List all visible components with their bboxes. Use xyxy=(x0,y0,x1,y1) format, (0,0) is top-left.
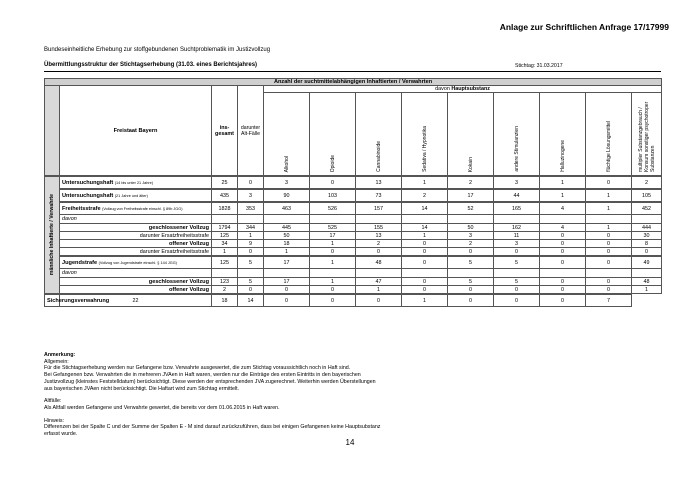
table-cell-value: 0 xyxy=(586,257,632,269)
col-loesungsmittel-label: flüchtige Lösungsmittel xyxy=(605,121,612,172)
notes-hinweis: Differenzen bei der Spalte C und der Summe der Spalten E - M sind darauf zurückzuführen, dass bei einigen Gefangenen keine Hauptsubstanz erfasst wurde. xyxy=(44,424,381,438)
table-cell-value: 0 xyxy=(238,286,264,294)
table-cell-value: 0 xyxy=(310,177,356,189)
table-cell-value: 14 xyxy=(238,295,264,307)
col-opioide-label: Opioide xyxy=(329,154,336,172)
table-cell xyxy=(60,257,212,269)
notes-altfall: Als Altfall werden Gefangene und Verwahrte gewertet, die bereits vor dem 01.06.2015 in Haft waren. xyxy=(44,404,280,411)
table-cell-value: 52 xyxy=(448,203,494,215)
table-row xyxy=(45,232,662,240)
table-cell-value: 1 xyxy=(212,248,238,256)
row-note: (21 Jahre und älter) xyxy=(114,193,148,198)
col-kokain-label: Kokain xyxy=(467,156,474,172)
notes-allgemein-title: Allgemein: xyxy=(44,358,69,365)
col-multipler xyxy=(632,93,662,176)
row-note: (14 bis unter 21 Jahre) xyxy=(114,180,153,185)
notes-section xyxy=(44,352,384,438)
table-cell-value: 0 xyxy=(264,286,310,294)
table-row xyxy=(45,257,662,269)
table-cell-value: 0 xyxy=(540,257,586,269)
table-row xyxy=(45,278,662,286)
table-cell-value: 0 xyxy=(238,177,264,189)
table-cell-value: 0 xyxy=(494,286,540,294)
table-cell-value: 18 xyxy=(212,295,238,307)
row-label: geschlossener Vollzug xyxy=(148,278,209,285)
hauptsubstanz-header xyxy=(264,86,662,93)
table-cell-value: 1 xyxy=(238,232,264,240)
table-cell-value: 0 xyxy=(586,240,632,248)
row-label: Freiheitsstrafe xyxy=(62,205,101,212)
table-cell xyxy=(60,240,212,248)
table-cell-value: 105 xyxy=(632,190,662,202)
col-cannabinoide-label: Cannabinoide xyxy=(375,141,382,172)
table-cell-value: 5 xyxy=(494,257,540,269)
table-cell-value: 0 xyxy=(310,248,356,256)
table-cell-value: 1 xyxy=(586,190,632,202)
col-halluzinogene xyxy=(540,93,586,176)
row-label: offener Vollzug xyxy=(169,286,209,293)
table-cell-value: 90 xyxy=(264,190,310,202)
col-altfaelle-line1: darunter xyxy=(240,124,261,131)
table-cell-value: 0 xyxy=(402,278,448,286)
table-cell-value: 4 xyxy=(540,224,586,232)
table-row xyxy=(45,248,662,256)
table-cell-value: 0 xyxy=(356,295,402,307)
table-cell xyxy=(494,269,540,278)
table-row xyxy=(45,269,662,278)
table-row xyxy=(45,203,662,215)
table-cell-value: 48 xyxy=(632,278,662,286)
table-cell-value: 34 xyxy=(212,240,238,248)
table-cell-value: 14 xyxy=(402,224,448,232)
table-cell xyxy=(212,215,238,224)
table-cell xyxy=(310,215,356,224)
table-cell-value: 155 xyxy=(356,224,402,232)
table-row xyxy=(45,240,662,248)
row-label: geschlossener Vollzug xyxy=(148,224,209,231)
table-cell: davon xyxy=(60,269,212,278)
table-cell-value: 0 xyxy=(238,248,264,256)
table-cell xyxy=(60,203,212,215)
table-cell-value: 0 xyxy=(632,248,662,256)
state-label: Freistaat Bayern xyxy=(60,86,212,176)
table-cell-value: 2 xyxy=(448,177,494,189)
table-cell-value: 17 xyxy=(264,278,310,286)
table-cell-value: 1 xyxy=(586,224,632,232)
table-cell-value: 5 xyxy=(448,257,494,269)
col-altfaelle xyxy=(238,86,264,176)
table-cell-value: 344 xyxy=(238,224,264,232)
table-cell-value: 0 xyxy=(310,295,356,307)
col-kokain xyxy=(448,93,494,176)
table-cell xyxy=(402,215,448,224)
table-cell-value: 0 xyxy=(402,257,448,269)
table-cell-value: 1 xyxy=(540,190,586,202)
table-cell-value: 2 xyxy=(212,286,238,294)
table-cell-value: 463 xyxy=(264,203,310,215)
table-row xyxy=(45,224,662,232)
table-cell-value: 0 xyxy=(586,232,632,240)
table-cell-value: 0 xyxy=(586,286,632,294)
table-cell-value: 162 xyxy=(494,224,540,232)
table-cell-value: 0 xyxy=(264,295,310,307)
table-cell xyxy=(448,269,494,278)
row-label: offener Vollzug xyxy=(169,240,209,247)
table-cell-value: 3 xyxy=(448,232,494,240)
table-row xyxy=(45,295,662,307)
table-cell-value: 525 xyxy=(310,224,356,232)
table-cell-value: 17 xyxy=(448,190,494,202)
table-row xyxy=(45,177,662,189)
table-cell-value: 4 xyxy=(540,203,586,215)
notes-altfall-title: Altfälle: xyxy=(44,398,62,405)
table-cell-value: 50 xyxy=(264,232,310,240)
table-cell xyxy=(45,295,110,307)
table-cell-value: 5 xyxy=(238,257,264,269)
table-cell xyxy=(586,215,632,224)
table-cell-value: 2 xyxy=(356,240,402,248)
table-cell-value: 73 xyxy=(356,190,402,202)
table-cell-value: 2 xyxy=(632,177,662,189)
table-cell-value: 17 xyxy=(264,257,310,269)
table-cell xyxy=(632,269,662,278)
table-cell-value: 1 xyxy=(632,286,662,294)
table-cell-value: 5 xyxy=(238,278,264,286)
row-label: Sicherungsverwahrung xyxy=(47,297,110,304)
page-number: 14 xyxy=(345,438,355,447)
table-cell-value: 30 xyxy=(632,232,662,240)
table-cell xyxy=(238,215,264,224)
table-cell-value: 0 xyxy=(402,248,448,256)
table-cell-value: 3 xyxy=(494,240,540,248)
table-cell xyxy=(540,269,586,278)
table-cell-value: 0 xyxy=(494,248,540,256)
table-cell-value: 7 xyxy=(586,295,632,307)
table-cell-value: 452 xyxy=(632,203,662,215)
table-row xyxy=(45,286,662,294)
table-cell-value: 25 xyxy=(212,177,238,189)
notes-paragraph-2: Bei Gefangenen bzw. Verwahrten die in mehreren JVAen in Haft waren, werden nur die Einträge des ersten Eintritts in den bayerischen Justizvollzug (kleinstes Feststelldatum) berücksichtigt. Diese werden der entsprechenden JVA zugerechnet. Weiterhin werden Überstellungen aus bayerischen JVAen nicht berücksichtigt. Die Haftart wird zum Stichtag ermittelt. xyxy=(44,372,376,392)
col-alkohol xyxy=(264,93,310,176)
table-cell-value: 47 xyxy=(356,278,402,286)
col-stimulanzien-label: andere Stimulanzien xyxy=(513,126,520,172)
table-cell-value: 1828 xyxy=(212,203,238,215)
table-cell-value: 444 xyxy=(632,224,662,232)
row-note: (Vollzug von Jugendstrafe einschl. § 144 JGG) xyxy=(98,260,177,265)
table-cell-value: 0 xyxy=(356,248,402,256)
table-cell-value: 14 xyxy=(402,203,448,215)
table-title: Anzahl der suchtmittelabhängigen Inhaftierten / Verwahrten xyxy=(45,79,662,86)
table-cell-value: 3 xyxy=(494,177,540,189)
notes-hinweis-title: Hinweis: xyxy=(44,417,65,424)
table-cell-value: 50 xyxy=(448,224,494,232)
table-cell-value: 22 xyxy=(60,295,212,307)
table-cell-value: 5 xyxy=(448,278,494,286)
table-cell-value: 2 xyxy=(448,240,494,248)
table-cell xyxy=(540,215,586,224)
table-cell: darunter Ersatzfreiheitsstrafe xyxy=(60,232,212,240)
header-rule xyxy=(44,71,661,72)
structure-subtitle: Übermittlungsstruktur der Stichtagserhebung (31.03. eines Berichtsjahres) xyxy=(44,62,258,68)
table-cell-value: 0 xyxy=(494,295,540,307)
table-cell-value: 9 xyxy=(238,240,264,248)
davon-label: davon xyxy=(435,86,450,92)
table-cell-value: 0 xyxy=(540,240,586,248)
table-cell xyxy=(238,269,264,278)
table-cell xyxy=(356,215,402,224)
table-cell-value: 0 xyxy=(586,248,632,256)
table-cell xyxy=(494,215,540,224)
side-header-spacer-2 xyxy=(45,93,60,176)
table-cell-value: 1 xyxy=(356,286,402,294)
table-cell-value: 125 xyxy=(212,257,238,269)
table-cell-value: 0 xyxy=(448,295,494,307)
table-cell-value: 1 xyxy=(310,278,356,286)
table-cell-value: 13 xyxy=(356,177,402,189)
table-cell-value: 17 xyxy=(310,232,356,240)
table-cell xyxy=(60,224,212,232)
table-cell xyxy=(60,190,212,202)
hauptsubstanz-label: Hauptsubstanz xyxy=(451,86,490,92)
col-opioide xyxy=(310,93,356,176)
col-halluzinogene-label: Halluzinogene xyxy=(559,140,566,172)
table-cell-value: 0 xyxy=(586,177,632,189)
row-label: Untersuchungshaft xyxy=(62,192,114,199)
table-cell-value: 1 xyxy=(402,232,448,240)
notes-paragraph-1: Für die Stichtagserhebung werden nur Gefangene bzw. Verwahrte ausgewertet, die zum Stichtag voraussichtlich noch in Haft sind. xyxy=(44,365,351,372)
table-cell-value: 157 xyxy=(356,203,402,215)
table-cell-value: 1 xyxy=(540,177,586,189)
table-cell-value: 1 xyxy=(402,177,448,189)
table-cell-value: 49 xyxy=(632,257,662,269)
col-insgesamt-line1: ins- xyxy=(219,124,230,131)
table-cell xyxy=(212,269,238,278)
table-cell-value: 1794 xyxy=(212,224,238,232)
table-cell xyxy=(60,177,212,189)
table-cell xyxy=(632,215,662,224)
table-cell-value: 0 xyxy=(540,248,586,256)
table-cell xyxy=(60,278,212,286)
table-cell xyxy=(448,215,494,224)
notes-title: Anmerkung: xyxy=(44,352,76,358)
col-alkohol-label: Alkohol xyxy=(283,155,290,172)
table-cell-value: 0 xyxy=(540,278,586,286)
col-sedativa-label: Sedativa / Hypnotika xyxy=(421,126,428,172)
table-cell-value: 0 xyxy=(310,286,356,294)
table-cell-value: 1 xyxy=(310,240,356,248)
table-cell-value: 3 xyxy=(238,190,264,202)
table-cell-value: 18 xyxy=(264,240,310,248)
col-loesungsmittel xyxy=(586,93,632,176)
survey-title: Bundeseinheitliche Erhebung zur stoffgebundenen Suchtproblematik im Justizvollzug xyxy=(44,47,271,53)
table-cell-value: 1 xyxy=(586,203,632,215)
col-altfaelle-line2: Alt-Fälle xyxy=(240,130,261,137)
table-cell xyxy=(586,269,632,278)
table-cell-value: 2 xyxy=(402,190,448,202)
table-cell-value: 0 xyxy=(540,286,586,294)
table-cell-value: 11 xyxy=(494,232,540,240)
table-cell-value: 44 xyxy=(494,190,540,202)
table-cell-value: 48 xyxy=(356,257,402,269)
side-header-spacer xyxy=(45,86,60,93)
table-cell: davon xyxy=(60,215,212,224)
col-stimulanzien xyxy=(494,93,540,176)
col-sedativa xyxy=(402,93,448,176)
table-cell-value: 0 xyxy=(586,278,632,286)
table-cell xyxy=(264,269,310,278)
stichtag-date: Stichtag: 31.03.2017 xyxy=(515,63,563,69)
table-cell: darunter Ersatzfreiheitsstrafe xyxy=(60,248,212,256)
table-cell xyxy=(60,286,212,294)
table-cell-value: 1 xyxy=(402,295,448,307)
table-cell-value: 0 xyxy=(540,232,586,240)
col-multipler-label: multipler Substanzgebrauch / Konsum sonstiger psychotroper Substanzen xyxy=(637,101,656,172)
table-cell-value: 3 xyxy=(264,177,310,189)
col-insgesamt xyxy=(212,86,238,176)
side-label: männliche Inhaftierte / Verwahrte xyxy=(49,194,55,276)
table-cell-value: 0 xyxy=(402,240,448,248)
table-cell-value: 165 xyxy=(494,203,540,215)
col-cannabinoide xyxy=(356,93,402,176)
row-label: Untersuchungshaft xyxy=(62,179,114,186)
side-label-cell xyxy=(45,177,60,294)
table-cell-value: 13 xyxy=(356,232,402,240)
table-cell-value: 0 xyxy=(402,286,448,294)
table-cell-value: 435 xyxy=(212,190,238,202)
table-cell-value: 1 xyxy=(310,257,356,269)
table-cell-value: 0 xyxy=(540,295,586,307)
row-label: Jugendstrafe xyxy=(62,259,98,266)
table-cell-value: 445 xyxy=(264,224,310,232)
table-cell-value: 5 xyxy=(494,278,540,286)
table-cell-value: 125 xyxy=(212,232,238,240)
table-cell-value: 526 xyxy=(310,203,356,215)
row-note: (Vollzug von Freiheitsstrafe einschl. § 89b JGG) xyxy=(102,206,183,211)
table-row xyxy=(45,190,662,202)
table-cell-value: 123 xyxy=(212,278,238,286)
table-cell xyxy=(264,215,310,224)
annex-title: Anlage zur Schriftlichen Anfrage 17/17999 xyxy=(499,22,669,32)
table-row xyxy=(45,215,662,224)
table-cell-value: 0 xyxy=(448,248,494,256)
table-cell-value: 103 xyxy=(310,190,356,202)
table-cell xyxy=(356,269,402,278)
table-cell-value: 0 xyxy=(448,286,494,294)
table-cell-value: 353 xyxy=(238,203,264,215)
statistics-table xyxy=(44,78,662,307)
table-cell-value: 8 xyxy=(632,240,662,248)
table-cell-value: 1 xyxy=(264,248,310,256)
table-cell xyxy=(310,269,356,278)
table-cell xyxy=(402,269,448,278)
col-insgesamt-line2: gesamt xyxy=(215,130,234,137)
